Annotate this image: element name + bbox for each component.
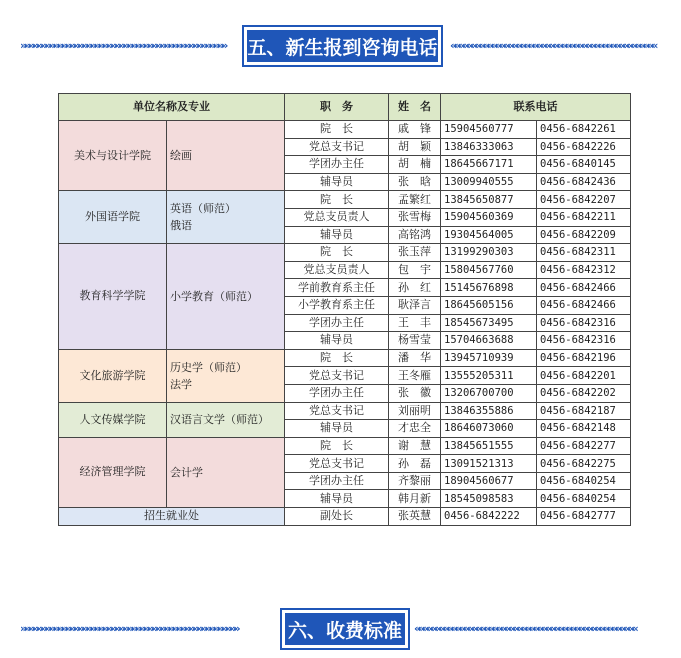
table-body [59,121,631,526]
table-header-row [59,94,631,121]
office-phone-cell: 0456-6842312 [537,261,631,279]
contact-table [58,93,631,526]
unit-cell: 美术与设计学院 [59,121,167,191]
name-cell: 胡 楠 [389,156,441,174]
position-cell: 学团办主任 [285,472,389,490]
section-6-title: 六、收费标准 [282,610,408,648]
mobile-cell: 15804567760 [441,261,537,279]
office-phone-cell: 0456-6842316 [537,314,631,332]
mobile-cell: 13845651555 [441,437,537,455]
office-phone-cell: 0456-6842275 [537,455,631,473]
mobile-cell: 15145676898 [441,279,537,297]
office-phone-cell: 0456-6842466 [537,296,631,314]
position-cell: 辅导员 [285,226,389,244]
name-cell: 张玉萍 [389,244,441,262]
table-row [59,121,631,139]
mobile-cell: 0456-6842222 [441,508,537,526]
header-name: 姓 名 [389,94,441,121]
office-phone-cell: 0456-6842209 [537,226,631,244]
mobile-cell: 13845650877 [441,191,537,209]
table-row [59,508,631,526]
major-cell: 历史学（师范） 法学 [167,349,285,402]
name-cell: 胡 颖 [389,138,441,156]
mobile-cell: 13945710939 [441,349,537,367]
position-cell: 党总支员责人 [285,261,389,279]
major-cell: 会计学 [167,437,285,507]
mobile-cell: 18646073060 [441,420,537,438]
office-phone-cell: 0456-6842277 [537,437,631,455]
major-cell: 英语（师范） 俄语 [167,191,285,244]
name-cell: 潘 华 [389,349,441,367]
table-row [59,437,631,455]
office-phone-cell: 0456-6840145 [537,156,631,174]
office-phone-cell: 0456-6842211 [537,208,631,226]
mobile-cell: 13091521313 [441,455,537,473]
unit-cell: 经济管理学院 [59,437,167,507]
position-cell: 党总支书记 [285,455,389,473]
name-cell: 谢 慧 [389,437,441,455]
mobile-cell: 13206700700 [441,384,537,402]
office-phone-cell: 0456-6842226 [537,138,631,156]
left-arrow-decoration: »»»»»»»»»»»»»»»»»»»»»»»»»»»»»»»»»»»»»»»»»»»»»»»»»» [20,40,226,52]
name-cell: 才忠全 [389,420,441,438]
table-row [59,244,631,262]
header-position: 职 务 [285,94,389,121]
name-cell: 张雪梅 [389,208,441,226]
name-cell: 张英慧 [389,508,441,526]
unit-cell: 教育科学学院 [59,244,167,350]
office-phone-cell: 0456-6840254 [537,472,631,490]
office-phone-cell: 0456-6842201 [537,367,631,385]
position-cell: 党总支书记 [285,367,389,385]
right-arrow-decoration: «««««««««««««««««««««««««««««««««««««««««««««««««««««« [414,623,636,635]
position-cell: 党总支书记 [285,402,389,420]
name-cell: 孙 磊 [389,455,441,473]
table-row [59,191,631,209]
section-5-title: 五、新生报到咨询电话 [244,27,441,65]
mobile-cell: 18645605156 [441,296,537,314]
name-cell: 王 丰 [389,314,441,332]
office-phone-cell: 0456-6842207 [537,191,631,209]
position-cell: 院 长 [285,349,389,367]
mobile-cell: 13555205311 [441,367,537,385]
mobile-cell: 13199290303 [441,244,537,262]
office-phone-cell: 0456-6842777 [537,508,631,526]
position-cell: 院 长 [285,191,389,209]
unit-cell: 外国语学院 [59,191,167,244]
unit-cell: 文化旅游学院 [59,349,167,402]
office-phone-cell: 0456-6842196 [537,349,631,367]
position-cell: 学团办主任 [285,156,389,174]
position-cell: 院 长 [285,437,389,455]
position-cell: 辅导员 [285,173,389,191]
mobile-cell: 13846355886 [441,402,537,420]
office-phone-cell: 0456-6842261 [537,121,631,139]
position-cell: 副处长 [285,508,389,526]
table-row [59,402,631,420]
table-row [59,349,631,367]
office-phone-cell: 0456-6842316 [537,332,631,350]
mobile-cell: 18545673495 [441,314,537,332]
position-cell: 辅导员 [285,332,389,350]
office-phone-cell: 0456-6842148 [537,420,631,438]
office-phone-cell: 0456-6842466 [537,279,631,297]
mobile-cell: 15904560777 [441,121,537,139]
mobile-cell: 18904560677 [441,472,537,490]
section-5-header [0,27,681,67]
position-cell: 学团办主任 [285,384,389,402]
right-arrow-decoration: «««««««««««««««««««««««««««««««««««««««««««««««««« [450,40,656,52]
mobile-cell: 19304564005 [441,226,537,244]
name-cell: 戚 锋 [389,121,441,139]
name-cell: 刘丽明 [389,402,441,420]
name-cell: 杨雪莹 [389,332,441,350]
major-cell: 绘画 [167,121,285,191]
header-phone: 联系电话 [441,94,631,121]
name-cell: 韩月新 [389,490,441,508]
name-cell: 高铭鸿 [389,226,441,244]
mobile-cell: 13846333063 [441,138,537,156]
mobile-cell: 18545098583 [441,490,537,508]
name-cell: 王冬雁 [389,367,441,385]
name-cell: 张 晗 [389,173,441,191]
position-cell: 辅导员 [285,420,389,438]
mobile-cell: 15904560369 [441,208,537,226]
position-cell: 党总支员责人 [285,208,389,226]
name-cell: 张 徽 [389,384,441,402]
major-cell: 小学教育（师范） [167,244,285,350]
unit-cell: 招生就业处 [59,508,285,526]
position-cell: 学团办主任 [285,314,389,332]
name-cell: 孟繁红 [389,191,441,209]
office-phone-cell: 0456-6842311 [537,244,631,262]
header-unit-major: 单位名称及专业 [59,94,285,121]
office-phone-cell: 0456-6842187 [537,402,631,420]
position-cell: 学前教育系主任 [285,279,389,297]
section-6-header [0,610,681,650]
name-cell: 齐黎丽 [389,472,441,490]
name-cell: 孙 红 [389,279,441,297]
position-cell: 院 长 [285,244,389,262]
unit-cell: 人文传媒学院 [59,402,167,437]
position-cell: 小学教育系主任 [285,296,389,314]
office-phone-cell: 0456-6842436 [537,173,631,191]
mobile-cell: 18645667171 [441,156,537,174]
major-cell: 汉语言文学（师范） [167,402,285,437]
name-cell: 耿泽言 [389,296,441,314]
left-arrow-decoration: »»»»»»»»»»»»»»»»»»»»»»»»»»»»»»»»»»»»»»»»»»»»»»»»»»»»» [20,623,238,635]
position-cell: 党总支书记 [285,138,389,156]
office-phone-cell: 0456-6840254 [537,490,631,508]
name-cell: 包 宇 [389,261,441,279]
mobile-cell: 13009940555 [441,173,537,191]
position-cell: 辅导员 [285,490,389,508]
mobile-cell: 15704663688 [441,332,537,350]
position-cell: 院 长 [285,121,389,139]
office-phone-cell: 0456-6842202 [537,384,631,402]
